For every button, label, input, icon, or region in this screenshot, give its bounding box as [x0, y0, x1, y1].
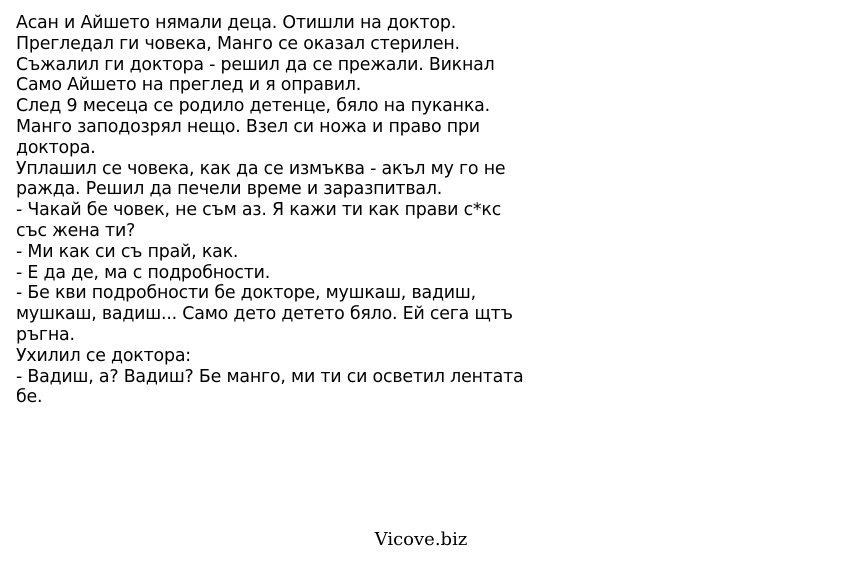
joke-line: доктора. — [16, 137, 96, 158]
joke-line: ръгна. — [16, 324, 75, 345]
joke-line: Уплашил се човека, как да се измъква - акъл му го не — [16, 158, 506, 179]
joke-line: Само Айшето на преглед и я оправил. — [16, 75, 362, 96]
joke-line: мушкаш, вадиш... Само дето детето бяло. Ей сега щтъ — [16, 304, 513, 325]
joke-line: - Чакай бе човек, не съм аз. Я кажи ти как прави с*кс — [16, 200, 502, 221]
joke-line: - Е да де, ма с подробности. — [16, 262, 271, 283]
site-watermark: Vicove.biz — [374, 529, 468, 550]
joke-line: След 9 месеца се родило детенце, бяло на пуканка. — [16, 96, 490, 117]
joke-line: Съжалил ги доктора - решил да се прежали. Викнал — [16, 54, 495, 75]
joke-line: - Бе кви подробности бе докторе, мушкаш, вадиш, — [16, 283, 476, 304]
joke-line: бе. — [16, 387, 43, 408]
joke-line: Ухилил се доктора: — [16, 345, 191, 366]
joke-line: със жена ти? — [16, 220, 136, 241]
joke-line: Манго заподозрял нещо. Взел си ножа и право при — [16, 116, 480, 137]
joke-text — [16, 13, 576, 408]
joke-line: Прегледал ги човека, Манго се оказал стерилен. — [16, 33, 460, 54]
joke-line: Асан и Айшето нямали деца. Отишли на доктор. — [16, 13, 457, 33]
joke-line: - Вадиш, а? Вадиш? Бе манго, ми ти си осветил лентата — [16, 366, 524, 387]
joke-line: ражда. Решил да печели време и заразпитвал. — [16, 179, 443, 200]
joke-line: - Ми как си съ прай, как. — [16, 241, 239, 262]
